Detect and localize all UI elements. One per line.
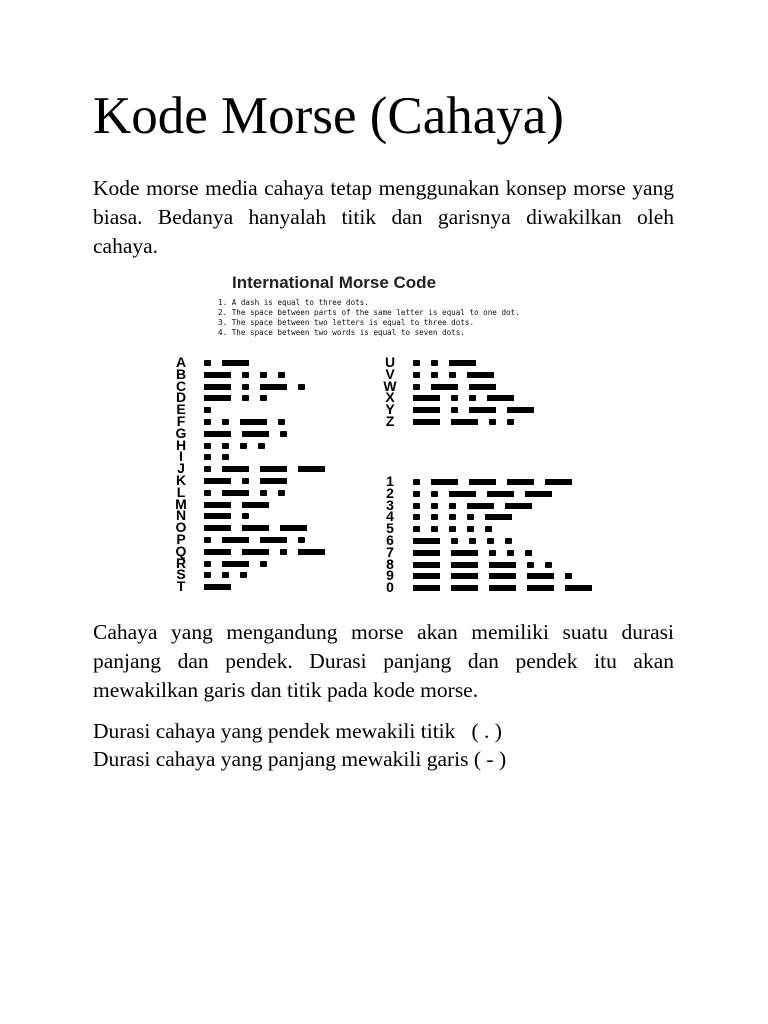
morse-dot bbox=[204, 466, 211, 472]
morse-dot bbox=[431, 360, 438, 366]
morse-dash bbox=[431, 384, 458, 390]
morse-dash bbox=[204, 395, 231, 401]
morse-dash bbox=[204, 372, 231, 378]
morse-character: 6 bbox=[386, 532, 394, 548]
morse-dot bbox=[204, 454, 211, 460]
morse-dash bbox=[240, 419, 267, 425]
morse-dot bbox=[260, 395, 267, 401]
morse-character: 4 bbox=[386, 508, 394, 525]
morse-dot bbox=[204, 537, 211, 543]
morse-dash bbox=[451, 573, 478, 579]
morse-dash bbox=[260, 384, 287, 390]
morse-dash bbox=[204, 502, 231, 508]
morse-dot bbox=[431, 372, 438, 378]
morse-dot bbox=[469, 395, 476, 401]
morse-dash bbox=[527, 585, 554, 591]
morse-dot bbox=[242, 513, 249, 519]
morse-dot bbox=[204, 572, 211, 578]
morse-dot bbox=[260, 490, 267, 496]
morse-dot bbox=[204, 419, 211, 425]
morse-character: 7 bbox=[386, 543, 394, 560]
morse-dot bbox=[413, 503, 420, 509]
morse-dash bbox=[242, 525, 269, 531]
morse-dot bbox=[260, 372, 267, 378]
morse-dot bbox=[222, 443, 229, 449]
morse-dash bbox=[204, 513, 231, 519]
morse-dash bbox=[469, 407, 496, 413]
long-duration-line: Durasi cahaya yang panjang mewakili garis ( - ) bbox=[93, 747, 507, 771]
morse-character: L bbox=[176, 483, 186, 500]
morse-dot bbox=[278, 372, 285, 378]
morse-dash bbox=[505, 503, 532, 509]
morse-dash bbox=[413, 573, 440, 579]
morse-dot bbox=[451, 538, 458, 544]
morse-dot bbox=[525, 550, 532, 556]
morse-character: A bbox=[175, 354, 187, 370]
morse-dot bbox=[204, 443, 211, 449]
morse-dot bbox=[413, 360, 420, 366]
morse-dot bbox=[449, 503, 456, 509]
morse-dot bbox=[413, 491, 420, 497]
morse-dash bbox=[413, 407, 440, 413]
morse-dot bbox=[204, 561, 211, 567]
morse-dash bbox=[298, 549, 325, 555]
morse-dot bbox=[451, 395, 458, 401]
morse-dot bbox=[487, 538, 494, 544]
morse-dot bbox=[204, 360, 211, 366]
morse-dash bbox=[525, 491, 552, 497]
morse-character: Y bbox=[385, 401, 395, 418]
morse-dash bbox=[204, 525, 231, 531]
morse-character: 1 bbox=[386, 473, 394, 489]
morse-dot bbox=[469, 538, 476, 544]
morse-dot bbox=[449, 526, 456, 532]
morse-dash bbox=[222, 537, 249, 543]
morse-dash bbox=[280, 525, 307, 531]
morse-dot bbox=[278, 419, 285, 425]
morse-character: P bbox=[176, 531, 186, 547]
morse-dash bbox=[467, 503, 494, 509]
morse-dot bbox=[204, 407, 211, 413]
morse-character: B bbox=[175, 365, 187, 382]
intro-paragraph: Kode morse media cahaya tetap menggunakan konsep morse yang biasa. Bedanya hanyalah titik dan garisnya diwakilkan oleh cahaya. bbox=[93, 176, 674, 258]
morse-dash bbox=[204, 384, 231, 390]
morse-dot bbox=[431, 514, 438, 520]
morse-character: V bbox=[385, 365, 395, 382]
morse-dot bbox=[298, 537, 305, 543]
morse-dot bbox=[489, 550, 496, 556]
morse-dash bbox=[449, 360, 476, 366]
morse-dash bbox=[487, 491, 514, 497]
morse-dash bbox=[469, 479, 496, 485]
morse-dot bbox=[507, 419, 514, 425]
morse-dot bbox=[451, 407, 458, 413]
morse-dot bbox=[485, 526, 492, 532]
morse-dot bbox=[449, 372, 456, 378]
morse-dash bbox=[467, 372, 494, 378]
chart-rule: 4. The space between two words is equal to seven dots. bbox=[218, 328, 465, 337]
morse-character: 9 bbox=[386, 567, 394, 584]
morse-dash bbox=[451, 585, 478, 591]
morse-dot bbox=[489, 419, 496, 425]
morse-dash bbox=[489, 562, 516, 568]
morse-dot bbox=[527, 562, 534, 568]
morse-dash bbox=[565, 585, 592, 591]
morse-dash bbox=[485, 514, 512, 520]
morse-dash bbox=[449, 491, 476, 497]
morse-dot bbox=[242, 395, 249, 401]
morse-dot bbox=[505, 538, 512, 544]
chart-rule: 1. A dash is equal to three dots. bbox=[218, 298, 369, 307]
morse-character: U bbox=[384, 354, 396, 370]
morse-dash bbox=[222, 466, 249, 472]
morse-dot bbox=[242, 478, 249, 484]
morse-character: T bbox=[176, 578, 186, 595]
morse-character: K bbox=[175, 472, 187, 488]
morse-character: X bbox=[385, 389, 395, 406]
morse-dash bbox=[222, 561, 249, 567]
morse-dot bbox=[431, 526, 438, 532]
morse-character: M bbox=[175, 495, 187, 512]
morse-dot bbox=[545, 562, 552, 568]
morse-character: N bbox=[175, 507, 187, 524]
morse-dash bbox=[413, 562, 440, 568]
morse-character: J bbox=[177, 460, 185, 477]
morse-dot bbox=[280, 549, 287, 555]
morse-character: S bbox=[176, 566, 186, 583]
morse-dot bbox=[413, 514, 420, 520]
morse-dot bbox=[242, 372, 249, 378]
morse-character: Z bbox=[385, 413, 395, 429]
morse-dash bbox=[242, 431, 269, 437]
morse-dot bbox=[431, 503, 438, 509]
morse-dash bbox=[489, 573, 516, 579]
morse-character: W bbox=[383, 377, 397, 394]
morse-dash bbox=[204, 584, 231, 590]
morse-dash bbox=[204, 431, 231, 437]
morse-character: C bbox=[175, 377, 187, 394]
morse-dot bbox=[222, 454, 229, 460]
morse-dash bbox=[260, 478, 287, 484]
morse-dot bbox=[204, 490, 211, 496]
morse-dash bbox=[298, 466, 325, 472]
morse-dot bbox=[280, 431, 287, 437]
morse-dash bbox=[489, 585, 516, 591]
short-duration-line: Durasi cahaya yang pendek mewakili titik ( . ) bbox=[93, 719, 502, 743]
morse-character: 3 bbox=[386, 496, 394, 513]
morse-dot bbox=[278, 490, 285, 496]
chart-rule: 2. The space between parts of the same letter is equal to one dot. bbox=[218, 308, 520, 317]
morse-dot bbox=[467, 526, 474, 532]
morse-dash bbox=[451, 550, 478, 556]
morse-dot bbox=[565, 573, 572, 579]
morse-dash bbox=[242, 502, 269, 508]
duration-paragraph: Cahaya yang mengandung morse akan memiliki suatu durasi panjang dan pendek. Durasi panjang dan pendek itu akan mewakilkan garis dan titik pada kode morse. bbox=[93, 620, 674, 702]
morse-dash bbox=[413, 395, 440, 401]
chart-rule: 3. The space between two letters is equal to three dots. bbox=[218, 318, 475, 327]
morse-character: Q bbox=[175, 542, 187, 559]
morse-dot bbox=[413, 372, 420, 378]
morse-character: E bbox=[176, 401, 186, 418]
morse-dot bbox=[222, 572, 229, 578]
morse-dot bbox=[449, 514, 456, 520]
morse-dot bbox=[258, 443, 265, 449]
morse-dash bbox=[413, 538, 440, 544]
morse-dot bbox=[467, 514, 474, 520]
morse-dash bbox=[260, 537, 287, 543]
morse-dash bbox=[451, 562, 478, 568]
morse-dash bbox=[242, 549, 269, 555]
morse-dash bbox=[431, 479, 458, 485]
morse-character: 5 bbox=[386, 520, 394, 537]
morse-dash bbox=[507, 407, 534, 413]
page-title: Kode Morse (Cahaya) bbox=[93, 87, 564, 145]
morse-dash bbox=[222, 360, 249, 366]
morse-dot bbox=[222, 419, 229, 425]
morse-dash bbox=[527, 573, 554, 579]
morse-character: G bbox=[175, 424, 187, 441]
morse-character: 0 bbox=[386, 579, 394, 596]
morse-character: I bbox=[179, 448, 183, 465]
morse-dash bbox=[469, 384, 496, 390]
morse-character: R bbox=[175, 554, 187, 571]
chart-title: International Morse Code bbox=[232, 273, 437, 292]
morse-dash bbox=[451, 419, 478, 425]
morse-dot bbox=[240, 443, 247, 449]
morse-dash bbox=[545, 479, 572, 485]
morse-dot bbox=[431, 491, 438, 497]
morse-character: O bbox=[175, 519, 187, 536]
chart-rules bbox=[218, 298, 618, 338]
morse-character: D bbox=[175, 389, 187, 406]
morse-character: H bbox=[175, 436, 187, 453]
morse-dot bbox=[413, 479, 420, 485]
morse-dash bbox=[222, 490, 249, 496]
morse-dot bbox=[413, 384, 420, 390]
morse-character: 2 bbox=[386, 484, 394, 501]
morse-dash bbox=[204, 549, 231, 555]
morse-dash bbox=[204, 478, 231, 484]
morse-dot bbox=[260, 561, 267, 567]
morse-dash bbox=[507, 479, 534, 485]
morse-dot bbox=[240, 572, 247, 578]
morse-dash bbox=[487, 395, 514, 401]
morse-dot bbox=[242, 384, 249, 390]
morse-dot bbox=[413, 526, 420, 532]
morse-dash bbox=[413, 419, 440, 425]
morse-character: F bbox=[176, 413, 186, 429]
morse-dash bbox=[413, 585, 440, 591]
morse-dash bbox=[260, 466, 287, 472]
morse-character: 8 bbox=[386, 555, 394, 572]
morse-dot bbox=[298, 384, 305, 390]
morse-dot bbox=[507, 550, 514, 556]
morse-dash bbox=[413, 550, 440, 556]
